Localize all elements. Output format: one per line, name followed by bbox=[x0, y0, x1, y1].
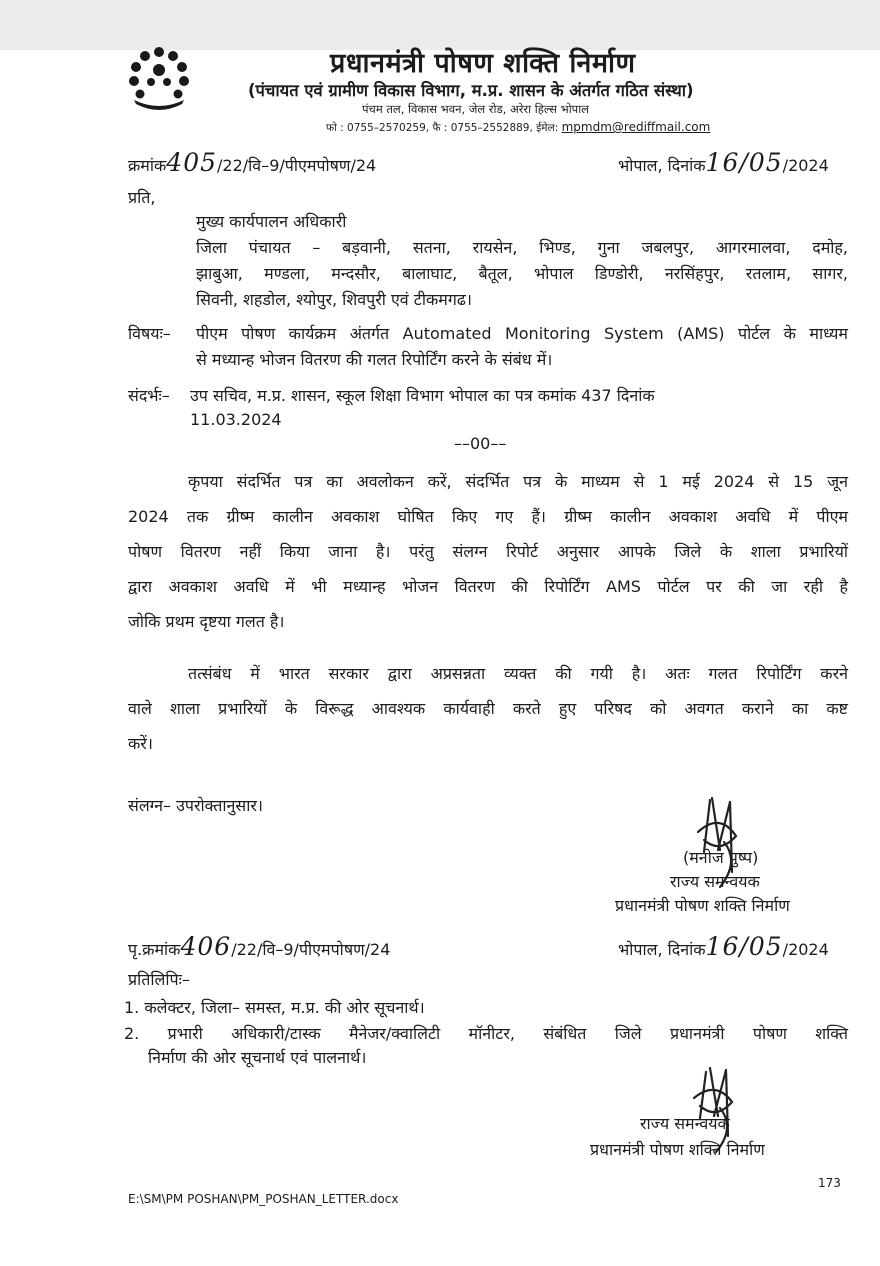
ref2-day-handwritten: 16 bbox=[705, 932, 740, 961]
para1-line5: जोकि प्रथम दृष्टया गलत है। bbox=[128, 612, 285, 631]
to-line4: सिवनी, शहडोल, श्योपुर, शिवपुरी एवं टीकमगढ। bbox=[196, 290, 472, 309]
signature1-name: (मनोज पुष्प) bbox=[683, 848, 759, 867]
ref2-line bbox=[128, 932, 390, 961]
ref-line bbox=[128, 148, 376, 177]
file-path: E:\SM\PM POSHAN\PM_POSHAN_LETTER.docx bbox=[128, 1192, 399, 1206]
enclosure: संलग्न– उपरोक्तानुसार। bbox=[128, 796, 263, 815]
signature1-org: प्रधानमंत्री पोषण शक्ति निर्माण bbox=[615, 896, 790, 915]
ref2-label: पृ.क्रमांक bbox=[128, 940, 181, 959]
copy-item1: 1. कलेक्टर, जिला– समस्त, म.प्र. की ओर सूचनार्थ। bbox=[124, 998, 425, 1017]
para2-line3: करें। bbox=[128, 734, 153, 753]
signature2-org: प्रधानमंत्री पोषण शक्ति निर्माण bbox=[590, 1140, 765, 1159]
to-line1: मुख्य कार्यपालन अधिकारी bbox=[196, 212, 347, 231]
ref2-number-handwritten: 406 bbox=[180, 932, 232, 961]
para2-line2: वाले शाला प्रभारियों के विरूद्ध आवश्यक कार्यवाही करते हुए परिषद को अवगत कराने का कष्ट bbox=[128, 699, 848, 718]
to-label: प्रति, bbox=[128, 188, 156, 207]
reference-label: संदर्भः– bbox=[128, 386, 170, 405]
copy-item2-line2: निर्माण की ओर सूचनार्थ एवं पालनार्थ। bbox=[148, 1048, 367, 1067]
reference-line1: उप सचिव, म.प्र. शासन, स्कूल शिक्षा विभाग भोपाल का पत्र कमांक 437 दिनांक bbox=[190, 386, 655, 405]
ref-date bbox=[618, 148, 829, 177]
ref2-date bbox=[618, 932, 829, 961]
date-month-handwritten: 05 bbox=[748, 148, 783, 177]
date-day-handwritten: 16 bbox=[705, 148, 740, 177]
ref2-year: /2024 bbox=[782, 940, 829, 959]
ref2-sep-handwritten: / bbox=[739, 932, 749, 961]
ref2-month-handwritten: 05 bbox=[748, 932, 783, 961]
signature1-designation: राज्य समन्वयक bbox=[670, 872, 760, 891]
ref2-suffix: /22/वि–9/पीएमपोषण/24 bbox=[231, 940, 391, 959]
letterhead-address: पंचम तल, विकास भवन, जेल रोड, अरेरा हिल्स भोपाल bbox=[362, 102, 589, 116]
subject-label: विषयः– bbox=[128, 324, 171, 343]
page-number: 173 bbox=[818, 1176, 841, 1190]
subject-line2: से मध्यान्ह भोजन वितरण की गलत रिपोर्टिंग करने के संबंध में। bbox=[196, 350, 553, 369]
contact-numbers: फो : 0755–2570259, फै : 0755–2552889, ईमेल: bbox=[326, 122, 559, 134]
ref-label: क्रमांक bbox=[128, 156, 167, 175]
subject-line1: पीएम पोषण कार्यक्रम अंतर्गत Automated Monitoring System (AMS) पोर्टल के माध्यम bbox=[196, 324, 848, 343]
to-line2: जिला पंचायत – बड़वानी, सतना, रायसेन, भिण्ड, गुना जबलपुर, आगरमालवा, दमोह, bbox=[196, 238, 848, 257]
copy-item2-line1: 2. प्रभारी अधिकारी/टास्क मैनेजर/क्वालिटी मॉनीटर, संबंधित जिले प्रधानमंत्री पोषण शक्ति bbox=[124, 1024, 848, 1043]
date-year: /2024 bbox=[782, 156, 829, 175]
para1-line3: पोषण वितरण नहीं किया जाना है। परंतु संलग्न रिपोर्ट अनुसार आपके जिले के शाला प्रभारियों bbox=[128, 542, 848, 561]
para1-line2: 2024 तक ग्रीष्म कालीन अवकाश घोषित किए गए हैं। ग्रीष्म कालीन अवकाश अवधि में पीएम bbox=[128, 507, 848, 526]
para1-line1: कृपया संदर्भित पत्र का अवलोकन करें, संदर्भित पत्र के माध्यम से 1 मई 2024 से 15 जून bbox=[188, 472, 848, 491]
date-sep-handwritten: / bbox=[739, 148, 749, 177]
para1-line4: द्वारा अवकाश अवधि में भी मध्यान्ह भोजन वितरण की रिपोर्टिंग AMS पोर्टल पर की जा रही है bbox=[128, 577, 848, 596]
ref2-date-label: भोपाल, दिनांक bbox=[618, 940, 706, 959]
letterhead-subtitle: (पंचायत एवं ग्रामीण विकास विभाग, म.प्र. शासन के अंतर्गत गठित संस्था) bbox=[248, 81, 694, 100]
copy-label: प्रतिलिपिः– bbox=[128, 970, 190, 989]
date-label: भोपाल, दिनांक bbox=[618, 156, 706, 175]
letterhead-title: प्रधानमंत्री पोषण शक्ति निर्माण bbox=[330, 48, 636, 79]
contact-email: mpmdm@rediffmail.com bbox=[561, 120, 711, 134]
para2-line1: तत्संबंध में भारत सरकार द्वारा अप्रसन्नता व्यक्त की गयी है। अतः गलत रिपोर्टिंग करने bbox=[188, 664, 848, 683]
pm-poshan-logo-icon bbox=[118, 42, 200, 124]
divider-mark: ––00–– bbox=[454, 434, 507, 453]
ref-number-handwritten: 405 bbox=[166, 148, 218, 177]
signature2-designation: राज्य समन्वयक bbox=[640, 1114, 730, 1133]
ref-suffix: /22/वि–9/पीएमपोषण/24 bbox=[217, 156, 377, 175]
reference-line2: 11.03.2024 bbox=[190, 410, 282, 429]
document-page bbox=[0, 50, 880, 1266]
letterhead-contact bbox=[326, 120, 710, 135]
to-line3: झाबुआ, मण्डला, मन्दसौर, बालाघाट, बैतूल, भोपाल डिण्डोरी, नरसिंहपुर, रतलाम, सागर, bbox=[196, 264, 848, 283]
